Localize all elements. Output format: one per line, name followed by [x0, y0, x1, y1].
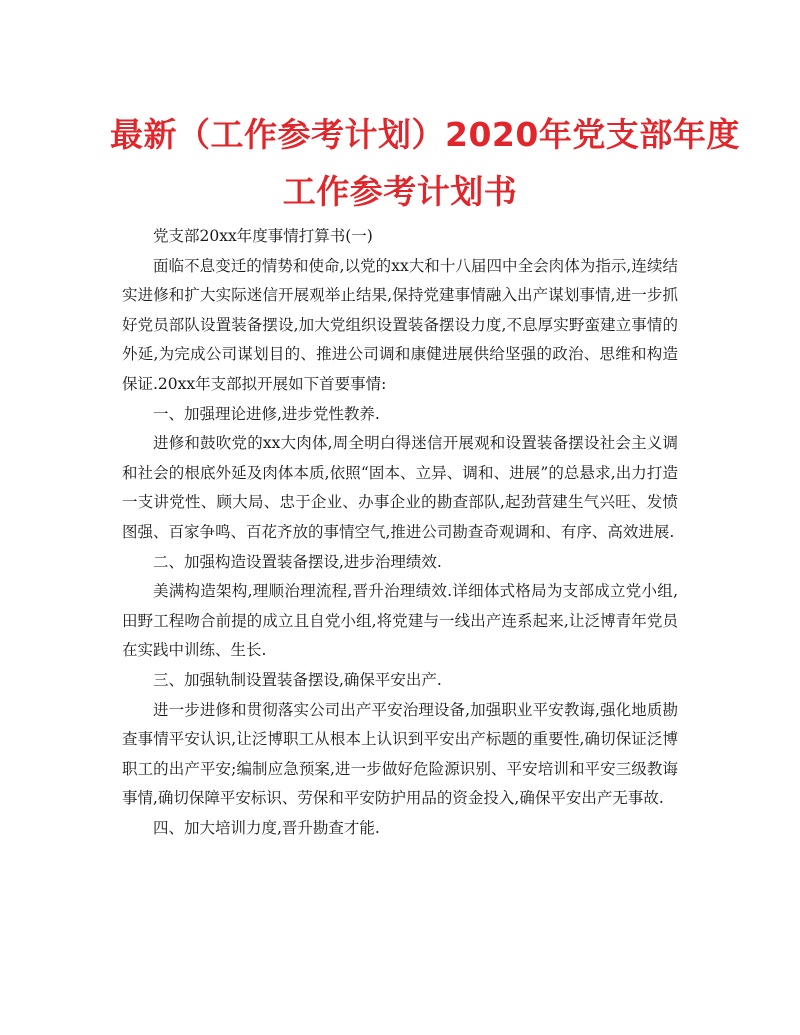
paragraph-heading: 党支部20xx年度事情打算书(一)	[153, 227, 373, 245]
document-body	[122, 222, 678, 843]
document-title-line2: 工作参考计划书	[282, 172, 518, 211]
paragraph-intro: 面临不息变迁的情势和使命,以党的xx大和十八届四中全会肉体为指示,连续结实进修和扩大实际迷信开展观举止结果,保持党建事情融入出产谋划事情,进一步抓好党员部队设置装备摆设,加大党组织设置装备摆设力度,不息厚实野蛮建立事情的外延,为完成公司谋划目的、推进公司调和康健进展供给坚强的政治、思维和构造保证.20xx年支部拟开展如下首要事情:	[122, 256, 678, 393]
section-heading-2: 二、加强构造设置装备摆设,进步治理绩效.	[153, 552, 442, 571]
section-heading-3: 三、加强轨制设置装备摆设,确保平安出产.	[153, 670, 442, 689]
paragraph-section-3: 进一步进修和贯彻落实公司出产平安治理设备,加强职业平安教诲,强化地质勘查事情平安认识,让泛博职工从根本上认识到平安出产标题的重要性,确切保证泛博职工的出产平安;编制应急预案,进一步做好危险源识别、平安培训和平安三级教诲事情,确切保障平安标识、劳保和平安防护用品的资金投入,确保平安出产无事故.	[122, 700, 678, 808]
section-heading-4: 四、加大培训力度,晋升勘查才能.	[153, 818, 380, 837]
paragraph-section-2: 美满构造架构,理顺治理流程,晋升治理绩效.详细体式格局为支部成立党小组,田野工程吻合前提的成立且自党小组,将党建与一线出产连系起来,让泛博青年党员在实践中训练、生长.	[122, 582, 678, 660]
document-title-line1: 最新（工作参考计划）2020年党支部年度	[110, 115, 740, 154]
section-heading-1: 一、加强理论进修,进步党性教养.	[153, 404, 380, 423]
paragraph-section-1: 进修和鼓吹党的xx大肉体,周全明白得迷信开展观和设置装备摆设社会主义调和社会的根底外延及肉体本质,依照“固本、立异、调和、进展”的总悬求,出力打造一支讲党性、顾大局、忠于企业、办事企业的勘查部队,起劲营建生气兴旺、发愤图强、百家争鸣、百花齐放的事情空气,推进公司勘查奇观调和、有序、高效进展.	[122, 434, 678, 541]
